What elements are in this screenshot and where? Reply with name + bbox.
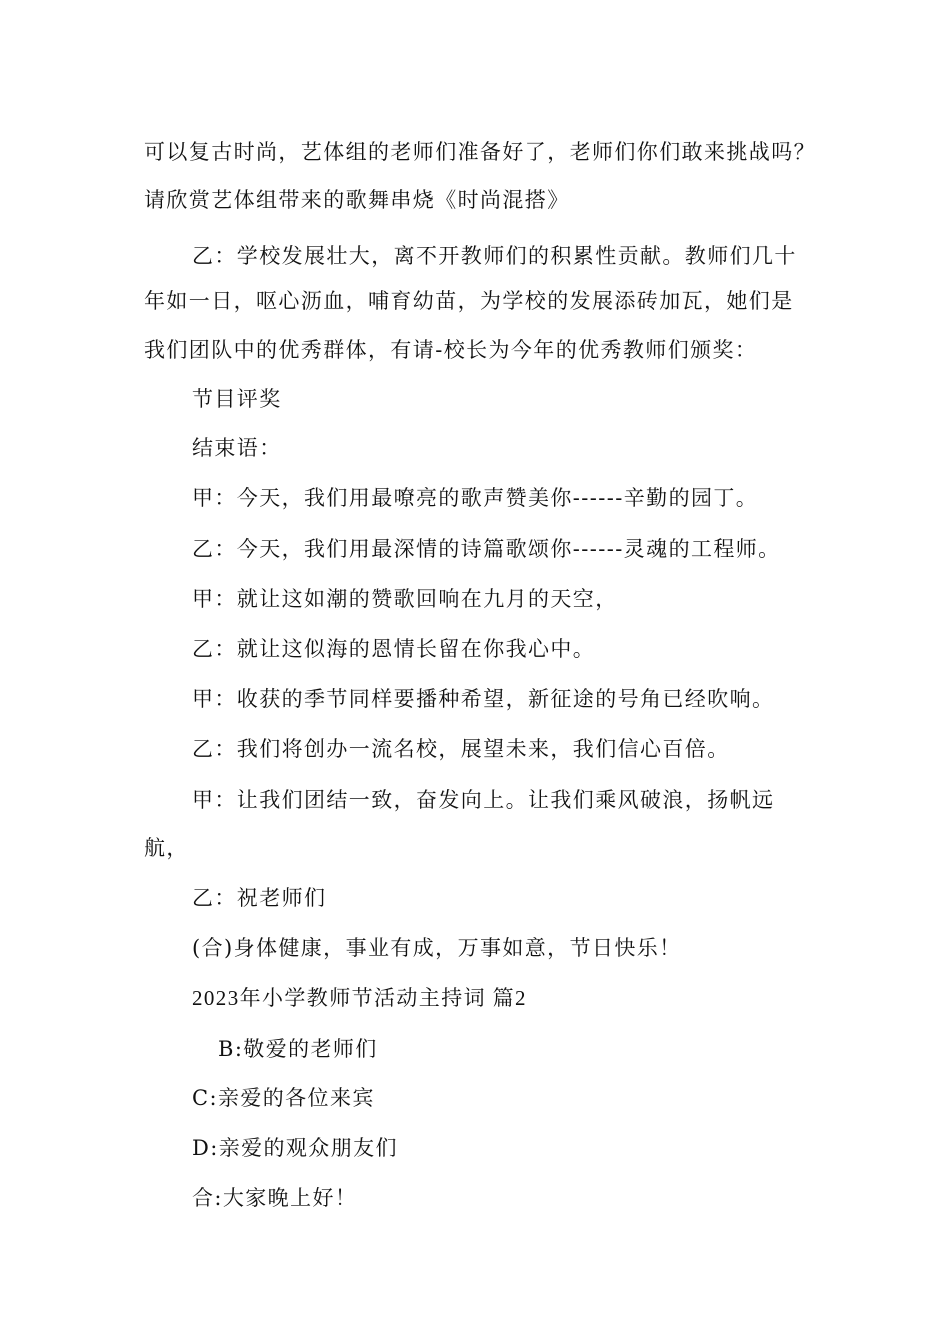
text-line-5: 我们团队中的优秀群体，有请-校长为今年的优秀教师们颁奖： <box>144 338 758 362</box>
text-line-4: 年如一日，呕心沥血，哺育幼苗，为学校的发展添砖加瓦，她们是 <box>144 289 794 313</box>
text-line-3: 乙：学校发展壮大，离不开教师们的积累性贡献。教师们几十 <box>192 244 797 268</box>
text-line-11: 乙：就让这似海的恩情长留在你我心中。 <box>192 637 596 661</box>
text-line-10: 甲：就让这如潮的赞歌回响在九月的天空， <box>192 587 618 611</box>
text-line-22: 合:大家晚上好！ <box>192 1186 358 1210</box>
text-line-2: 请欣赏艺体组带来的歌舞串烧《时尚混搭》 <box>144 188 570 212</box>
text-line-18: 2023年小学教师节活动主持词 篇2 <box>192 986 527 1010</box>
text-line-1: 可以复古时尚，艺体组的老师们准备好了，老师们你们敢来挑战吗？ <box>144 140 816 164</box>
text-line-21: D:亲爱的观众朋友们 <box>192 1136 398 1160</box>
text-line-9: 乙：今天，我们用最深情的诗篇歌颂你------灵魂的工程师。 <box>192 537 781 561</box>
text-line-8: 甲：今天，我们用最嘹亮的歌声赞美你------辛勤的园丁。 <box>192 486 759 510</box>
text-line-20: C:亲爱的各位来宾 <box>192 1086 375 1110</box>
text-line-14: 甲：让我们团结一致，奋发向上。让我们乘风破浪，扬帆远 <box>192 788 775 812</box>
text-line-16: 乙：祝老师们 <box>192 886 327 910</box>
text-line-13: 乙：我们将创办一流名校，展望未来，我们信心百倍。 <box>192 737 730 761</box>
text-line-7: 结束语： <box>192 436 282 460</box>
text-line-12: 甲：收获的季节同样要播种希望，新征途的号角已经吹响。 <box>192 687 775 711</box>
text-line-6: 节目评奖 <box>192 387 282 411</box>
text-line-19: B:敬爱的老师们 <box>218 1037 378 1061</box>
text-line-15: 航， <box>144 836 189 860</box>
text-line-17: (合)身体健康，事业有成，万事如意，节日快乐！ <box>192 936 682 960</box>
